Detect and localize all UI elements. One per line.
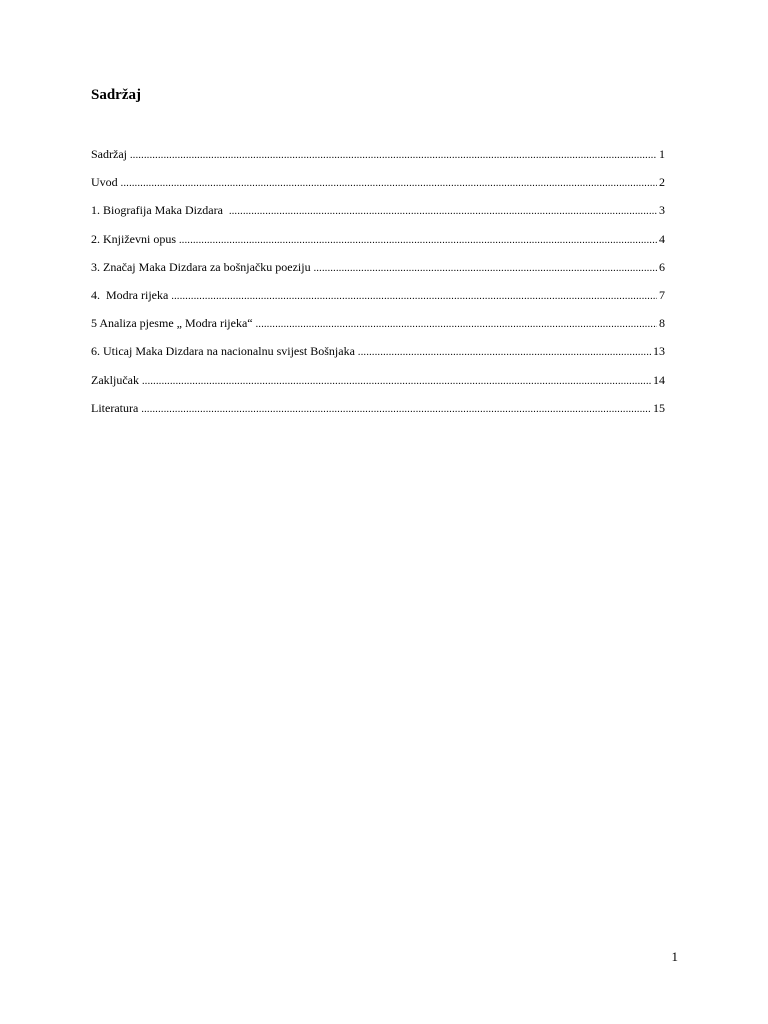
toc-entry-uticaj[interactable] [91,343,665,371]
toc-entry-page: 2 [659,175,665,190]
toc-entry-title: 1. Biografija Maka Dizdara [91,203,226,218]
toc-entry-analiza[interactable] [91,315,665,343]
toc-entry-page: 6 [659,259,665,274]
toc-entry-page: 4 [659,231,665,246]
toc-entry-title: 4. Modra rijeka [91,287,169,302]
toc-entry-page: 3 [659,203,665,218]
dot-leader [358,345,651,361]
dot-leader [256,317,657,333]
toc-entry-page: 7 [659,287,665,302]
toc-heading: Sadržaj [91,87,141,103]
toc-entry-title: Uvod [91,175,118,190]
dot-leader [229,204,657,220]
toc-entry-page: 13 [653,344,665,359]
toc-entry-title: Zaključak [91,372,139,387]
toc-entry-znacaj[interactable] [91,259,665,287]
dot-leader [314,261,657,277]
toc-entry-literatura[interactable] [91,400,665,428]
toc-entry-page: 14 [653,372,665,387]
toc-entry-zakljucak[interactable] [91,372,665,400]
toc-entry-title: 2. Književni opus [91,231,176,246]
dot-leader [141,402,651,418]
toc-entry-modra-rijeka[interactable] [91,287,665,315]
toc-entry-sadrzaj[interactable] [91,146,665,174]
toc-entry-knjizevni-opus[interactable] [91,231,665,259]
dot-leader [121,176,657,192]
page-number: 1 [671,949,678,964]
toc-entry-title: Sadržaj [91,147,127,161]
toc-entry-title: 3. Značaj Maka Dizdara za bošnjačku poeziju [91,259,311,274]
toc-entry-title: 6. Uticaj Maka Dizdara na nacionalnu svijest Bošnjaka [91,344,355,359]
dot-leader [142,374,651,390]
dot-leader [171,289,657,305]
toc-entry-title: Literatura [91,400,139,415]
toc-entry-title: 5 Analiza pjesme „ Modra rijeka“ [91,316,253,331]
dot-leader [179,233,657,249]
toc-entry-uvod[interactable] [91,174,665,202]
toc-entry-page: 1 [659,147,665,161]
toc-entry-page: 15 [653,400,665,415]
toc-entry-biografija[interactable] [91,202,665,230]
toc-entry-page: 8 [659,316,665,331]
table-of-contents [91,146,665,428]
dot-leader [130,148,657,164]
